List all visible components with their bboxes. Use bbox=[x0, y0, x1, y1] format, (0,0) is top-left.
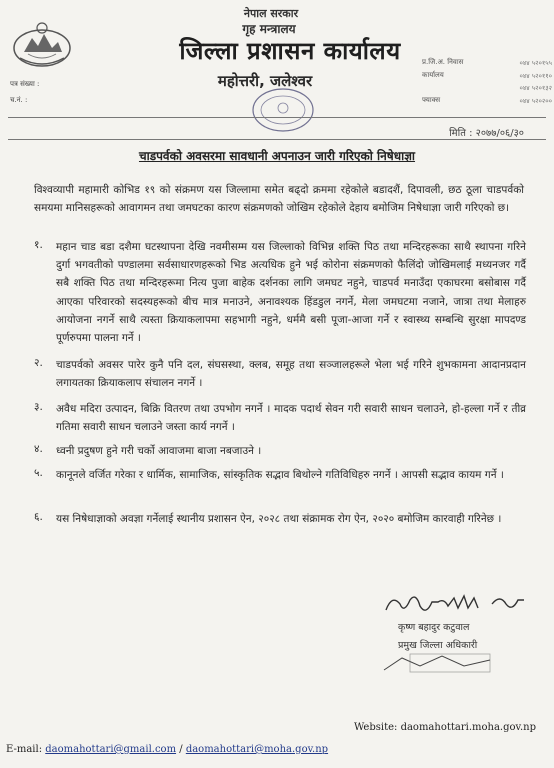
email-line bbox=[6, 744, 328, 755]
contact-number: ०४४ ५२०११० bbox=[519, 71, 552, 80]
email-link-moha[interactable]: daomahottari@moha.gov.np bbox=[185, 744, 329, 755]
order-item bbox=[34, 400, 526, 436]
official-stamp-icon bbox=[380, 650, 500, 678]
office-name: जिल्ला प्रशासन कार्यालय bbox=[179, 37, 401, 65]
header-divider bbox=[8, 117, 546, 118]
order-number: १. bbox=[34, 239, 43, 251]
order-text: अवैध मदिरा उत्पादन, बिक्रि वितरण तथा उपभोग नगर्ने । मादक पदार्थ सेवन गरी सवारी साधन चलाउने, हो-हल्ला गर्ने र तीव्र गतिमा सवारी साधन चलाउने जस्ता कार्य नगर्ने । bbox=[56, 403, 526, 434]
order-number: ६. bbox=[34, 511, 43, 523]
order-number: ४. bbox=[34, 443, 43, 455]
dispatch-number-label: च.नं. : bbox=[10, 96, 28, 104]
order-item bbox=[34, 510, 526, 528]
reference-block bbox=[10, 80, 39, 112]
order-text: ध्वनी प्रदुषण हुने गरी चर्को आवाजमा बाजा नबजाउने । bbox=[56, 445, 262, 457]
order-item bbox=[34, 442, 526, 460]
government-name: नेपाल सरकार bbox=[243, 7, 299, 20]
order-item bbox=[34, 356, 526, 392]
order-number: ३. bbox=[34, 401, 43, 413]
contact-row bbox=[422, 96, 552, 109]
contact-row bbox=[422, 83, 552, 96]
order-item bbox=[34, 466, 526, 484]
notice-date: मिति : २०७७/०६/३० bbox=[449, 128, 524, 139]
contact-number: ०४४ ५२०१५५ bbox=[519, 59, 552, 67]
handwritten-signature bbox=[382, 588, 542, 622]
order-text: चाडपर्वको अवसर पारेर कुनै पनि दल, संघसस्था, क्लब, समूह तथा सञ्जालहरूले भेला भई गरिने शुभकामना आदानप्रदान लगायतका क्रियाकलाप संचालन नगर्ने । bbox=[56, 359, 526, 390]
signer-name: कृष्ण बहादुर कटुवाल bbox=[398, 622, 470, 633]
email-link-gmail[interactable]: daomahottari@gmail.com bbox=[45, 744, 177, 755]
contact-label: फ्याक्स bbox=[422, 95, 441, 104]
contact-label: कार्यालय bbox=[422, 70, 444, 79]
contact-block bbox=[422, 58, 552, 108]
order-text: कानूनले वर्जित गरेका र धार्मिक, सामाजिक, सांस्कृतिक सद्भाव बिथोल्ने गतिविधिहरु नगर्ने । आपसी सद्भाव कायम गर्ने । bbox=[56, 469, 504, 481]
website-text: Website: daomahottari.moha.gov.np bbox=[353, 722, 536, 733]
email-separator: / bbox=[179, 744, 183, 755]
office-seal-icon bbox=[250, 86, 316, 134]
notice-subject: चाडपर्वको अवसरमा सावधानी अपनाउन जारी गरिएको निषेधाज्ञा bbox=[138, 149, 416, 163]
contact-label: प्र.जि.अ. निवास bbox=[422, 58, 464, 66]
contact-row bbox=[422, 58, 552, 71]
email-label: E-mail: bbox=[6, 744, 43, 755]
order-number: ५. bbox=[34, 467, 43, 479]
signer-title: प्रमुख जिल्ला अधिकारी bbox=[398, 640, 478, 651]
contact-number: ०४४ ५२०१३२ bbox=[519, 84, 552, 92]
order-number: २. bbox=[34, 357, 43, 369]
order-item bbox=[34, 238, 526, 347]
ref-number-label: पत्र संख्या : bbox=[10, 80, 40, 88]
ministry-name: गृह मन्त्रालय bbox=[242, 22, 296, 36]
date-divider bbox=[8, 139, 546, 140]
order-text: यस निषेधाज्ञाको अवज्ञा गर्नेलाई स्थानीय प्रशासन ऐन, २०२८ तथा संक्रामक रोग ऐन, २०२० बमोजिम कारवाही गरिनेछ । bbox=[56, 513, 502, 525]
contact-number: ०४४ ५२०२०० bbox=[519, 96, 552, 105]
notice-intro: विश्वव्यापी महामारी कोभिड १९ को संक्रमण यस जिल्लामा समेत बढ्दो क्रममा रहेकोले बडादशैं, दिपावली, छठ ठूला चाडपर्वको समयमा मानिसहरूको आवागमन तथा जमघटका कारण संक्रमणको जोखिम रहेकोले देहाय बमोजिम निषेधाज्ञा जारी गरिएको छ। bbox=[34, 184, 524, 214]
district-name: महोत्तरी, जलेश्वर bbox=[217, 72, 313, 90]
order-text: महान चाड बडा दशैमा घटस्थापना देखि नवमीसम्म यस जिल्लाको विभिन्न शक्ति पिठ तथा मन्दिरहरूका साथै स्थापना गरिने दुर्गा भगवतीको पण्डालमा सर्वसाधारणहरूको भिड अत्यधिक हुने भई कोरोना संक्रमणको फैलिंदो जोखिमलाई मध्यनजर गर्दै सबै शक्ति पिठ तथा मन्दिरहरूमा नित्य पुजा बाहेक दर्शनका लागि जमघट नहुने, चाडपर्व मनाउँदा एकाघरमा बसोबास गर्दै आएका परिवारको सदस्यहरूको बीच मात्र मनाउने, अनावश्यक हिंडडुल नगर्ने, मेला जमघटमा नजाने, जात्रा तथा मेलाहरु आयोजना नगर्ने साथै त्यस्ता क्रियाकलापमा सहभागी नहुने, धर्ममै बसी पूजा-आजा गर्ने र स्वास्थ्य सम्बन्धि सुरक्षा मापदण्ड पूर्णरुपमा पालना गर्ने । bbox=[56, 241, 526, 345]
contact-row bbox=[422, 71, 552, 84]
